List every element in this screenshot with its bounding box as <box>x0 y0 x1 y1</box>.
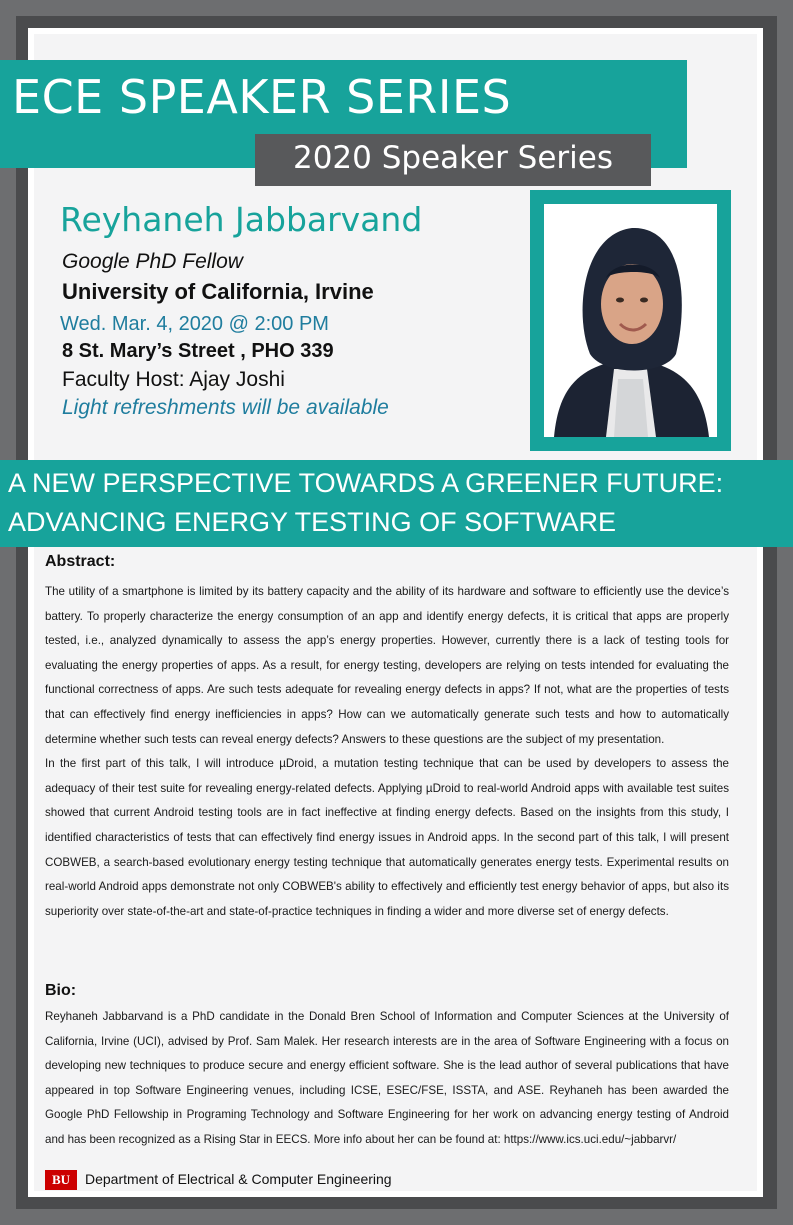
abstract-paragraph-1: The utility of a smartphone is limited by its battery capacity and the ability of its hardware and software to efficiently use the device’s battery. To properly characterize the energy consumption of an app and identify energy defects, it is critical that apps are properly tested, i.e., analyzed dynamically to assess the app’s energy properties. However, currently there is a lack of testing tools for evaluating the energy properties of apps. As a result, for energy testing, developers are relying on tests intended for evaluating the functional correctness of apps. Are such tests adequate for revealing energy defects in apps? If not, what are the properties of tests that can effectively find energy inefficiencies in apps? How can we automatically generate such tests and how to automatically determine whether such tests can reveal energy defects? Answers to these questions are the subject of my presentation. <box>45 585 729 746</box>
event-datetime: Wed. Mar. 4, 2020 @ 2:00 PM <box>60 313 329 335</box>
speaker-name: Reyhaneh Jabbarvand <box>60 200 423 239</box>
speaker-photo-frame <box>530 190 731 451</box>
year-banner <box>255 134 651 186</box>
bio-paragraph: Reyhaneh Jabbarvand is a PhD candidate in the Donald Bren School of Information and Computer Sciences at the University of California, Irvine (UCI), advised by Prof. Sam Malek. Her research interests are in the area of Software Engineering with a focus on developing new techniques to produce secure and energy efficient software. She is the lead author of several publications that have appeared in top Software Engineering venues, including ICSE, ESEC/FSE, ISSTA, and ASE. Reyhaneh has been awarded the Google PhD Fellowship in Programing Technology and Software Engineering for her work on advancing energy testing of Android and has been recognized as a Rising Star in EECS. More info about her can be found at: https://www.ics.uci.edu/~jabbarvr/ <box>45 1010 729 1146</box>
series-title: ECE SPEAKER SERIES <box>12 70 512 124</box>
refreshments-note: Light refreshments will be available <box>62 396 389 419</box>
talk-title-line-1: A NEW PERSPECTIVE TOWARDS A GREENER FUTURE: <box>8 468 724 498</box>
talk-title-bar <box>0 460 793 547</box>
event-location: 8 St. Mary’s Street , PHO 339 <box>62 340 334 362</box>
faculty-host: Faculty Host: Ajay Joshi <box>62 368 285 391</box>
speaker-photo <box>544 204 717 437</box>
abstract-paragraph-2: In the first part of this talk, I will introduce µDroid, a mutation testing technique that can be used by developers to assess the adequacy of their test suite for revealing energy-related defects. Applying µDroid to real-world Android apps with available test suites showed that current Android testing tools are in fact ineffective at finding energy defects. Based on the insights from this study, I identified characteristics of tests that can effectively find energy issues in Android apps. In the second part of this talk, I will present COBWEB, a search-based evolutionary energy testing technique that automatically generates energy tests. Experimental results on real-world Android apps demonstrate not only COBWEB's ability to effectively and efficiently test energy behavior of apps, but also its superiority over state-of-the-art and state-of-practice techniques in finding a wider and more diverse set of energy defects. <box>45 757 729 918</box>
portrait-icon <box>544 204 717 437</box>
speaker-university: University of California, Irvine <box>62 279 374 304</box>
speaker-fellowship: Google PhD Fellow <box>62 250 243 273</box>
abstract-heading: Abstract: <box>45 553 116 570</box>
talk-title-line-2: ADVANCING ENERGY TESTING OF SOFTWARE <box>8 507 617 537</box>
department-name: Department of Electrical & Computer Engineering <box>85 1171 392 1187</box>
bu-logo: BU <box>45 1170 77 1190</box>
series-subtitle: 2020 Speaker Series <box>292 140 614 176</box>
abstract-body <box>45 580 729 924</box>
bio-heading: Bio: <box>45 982 77 999</box>
bio-body <box>45 1005 729 1153</box>
